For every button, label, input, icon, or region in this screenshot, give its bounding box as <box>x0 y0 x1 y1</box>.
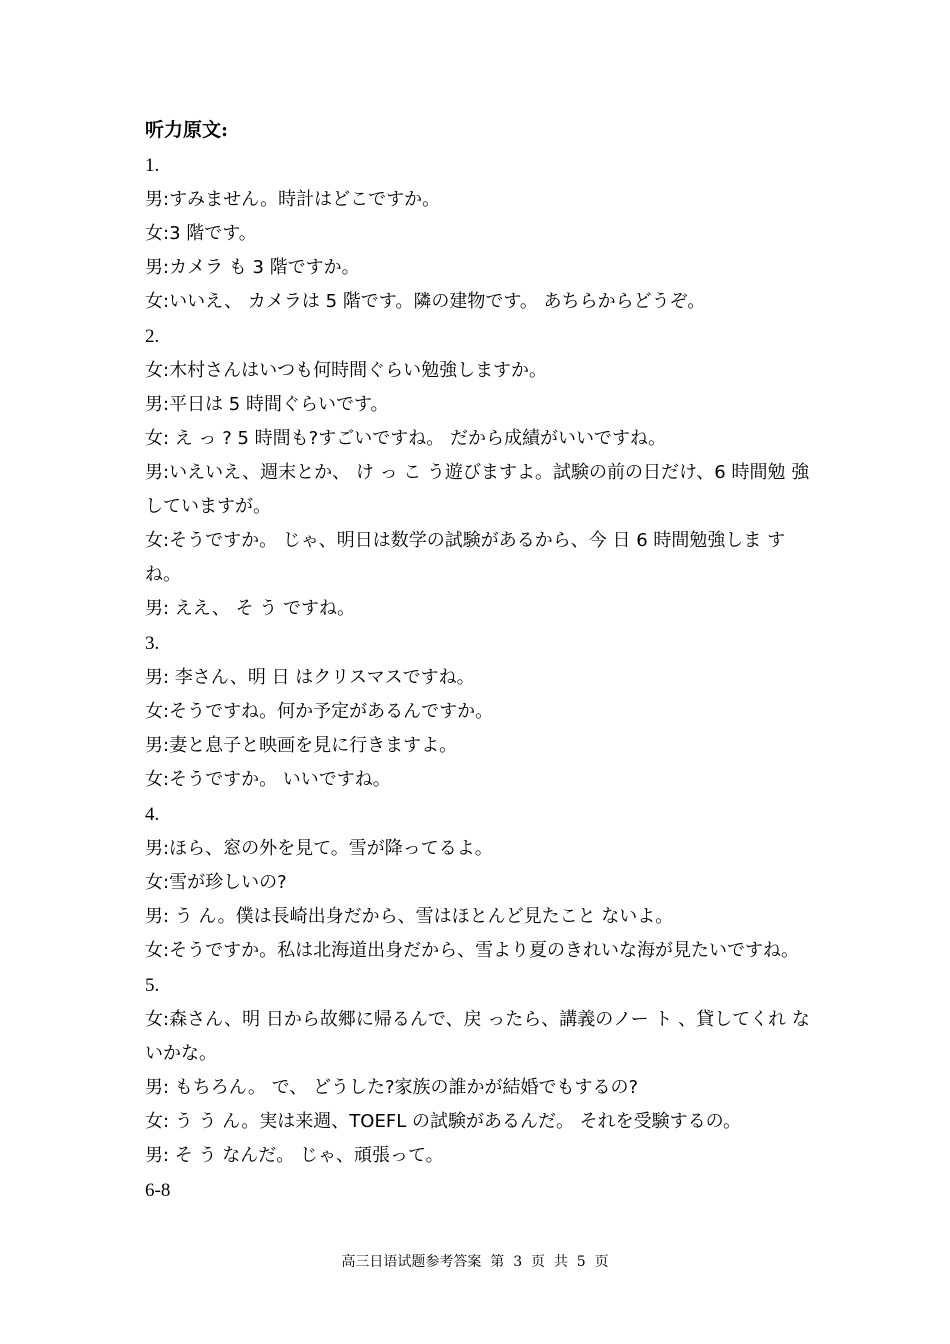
dialogue-line: 女:3 階です。 <box>145 223 257 244</box>
dialogue-line: 男: う ん。僕は長崎出身だから、雪はほとんど見たこと ないよ。 <box>145 906 674 927</box>
dialogue-line: 男: ええ、 そ う ですね。 <box>145 598 356 619</box>
section-number: 2. <box>145 326 160 347</box>
dialogue-line: 男: もちろん。 で、 どうした?家族の誰かが結婚でもするの? <box>145 1077 639 1098</box>
dialogue-line: 女:森さん、明 日から故郷に帰るんで、戻 ったら、講義のノー ト 、貸してくれ ないかな。 <box>145 1009 810 1064</box>
trailing-number: 6-8 <box>145 1180 171 1201</box>
dialogue-line: 男:いえいえ、週末とか、 け っ こ う遊びますよ。試験の前の日だけ、6 時間勉 強していますが。 <box>145 462 810 517</box>
dialogue-line: 女: え っ ? 5 時間も?すごいですね。 だから成績がいいですね。 <box>145 428 666 449</box>
dialogue-line: 女:木村さんはいつも何時間ぐらい勉強しますか。 <box>145 360 548 381</box>
dialogue-line: 女:そうですね。何か予定があるんですか。 <box>145 701 494 722</box>
section-3 <box>145 626 815 797</box>
dialogue-line: 男:妻と息子と映画を見に行きますよ。 <box>145 735 458 756</box>
dialogue-line: 男:平日は 5 時間ぐらいです。 <box>145 394 389 415</box>
dialogue-line: 男: そ う なんだ。 じゃ、頑張って。 <box>145 1145 444 1166</box>
dialogue-line: 女: う う ん。実は来週、TOEFL の試験があるんだ。 それを受験するの。 <box>145 1111 741 1132</box>
dialogue-line: 女:そうですか。 じゃ、明日は数学の試験があるから、今 日 6 時間勉強しま す ね。 <box>145 530 791 585</box>
section-2 <box>145 319 815 626</box>
section-number: 5. <box>145 975 160 996</box>
dialogue-line: 男: 李さん、明 日 はクリスマスですね。 <box>145 667 475 688</box>
dialogue-line: 男:すみません。時計はどこですか。 <box>145 189 441 210</box>
section-number: 3. <box>145 633 160 654</box>
dialogue-line: 男:ほら、窓の外を見て。雪が降ってるよ。 <box>145 838 493 859</box>
section-5 <box>145 968 815 1173</box>
dialogue-line: 女:そうですか。私は北海道出身だから、雪より夏のきれいな海が見たいですね。 <box>145 940 800 961</box>
dialogue-line: 女:そうですか。 いいですね。 <box>145 769 391 790</box>
dialogue-line: 男:カメラ も 3 階ですか。 <box>145 257 360 278</box>
dialogue-line: 女:いいえ、 カメラは 5 階です。隣の建物です。 あちらからどうぞ。 <box>145 291 706 312</box>
section-number: 1. <box>145 155 160 176</box>
section-4 <box>145 797 815 968</box>
document-body <box>145 113 815 1208</box>
section-number: 4. <box>145 804 160 825</box>
section-1 <box>145 148 815 319</box>
dialogue-line: 女:雪が珍しいの? <box>145 872 287 893</box>
heading: 听力原文: <box>145 119 229 141</box>
page-footer: 高三日语试题参考答案 第 3 页 共 5 页 <box>341 1254 609 1270</box>
